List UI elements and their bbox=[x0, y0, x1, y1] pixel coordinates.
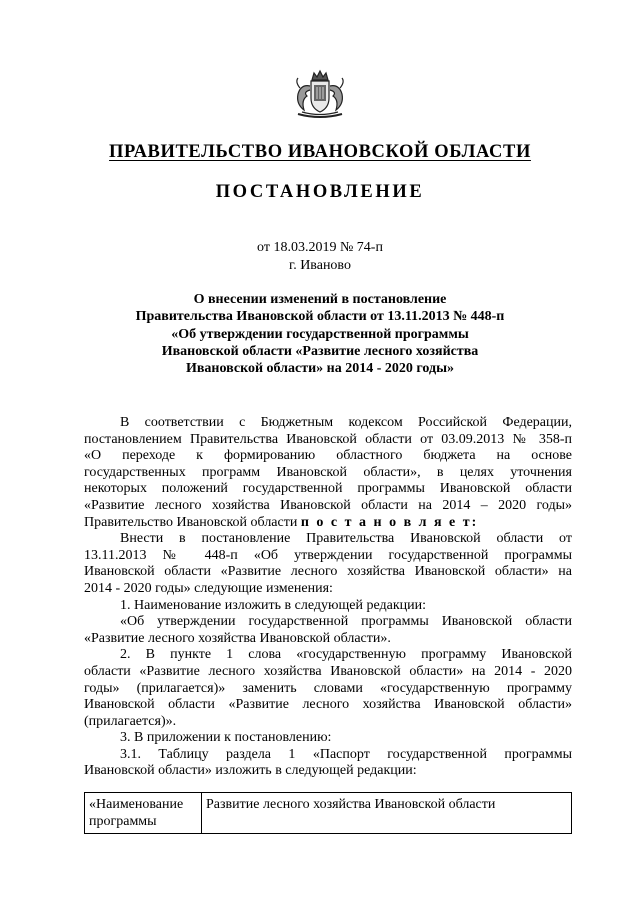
body-text: Правительство Ивановской области bbox=[84, 514, 298, 530]
body-line: государственных программ Ивановской области», в целях уточнения bbox=[84, 464, 572, 480]
table-cell-label: «Наименование программы bbox=[85, 793, 202, 834]
body-line: Ивановской области «Развитие лесного хозяйства Ивановской области» на bbox=[84, 564, 572, 580]
subject-line: «Об утверждении государственной программы bbox=[171, 326, 469, 342]
subject-line: О внесении изменений в постановление bbox=[193, 292, 447, 307]
body-line: «Об утверждении государственной программы Ивановской области bbox=[120, 614, 572, 630]
body-line: постановлением Правительства Ивановской области от 03.09.2013 № 358-п bbox=[84, 431, 572, 447]
body-line: 1. Наименование изложить в следующей редакции: bbox=[120, 597, 426, 613]
subject-line: Правительства Ивановской области от 13.11.2013 № 448-п bbox=[135, 309, 505, 325]
body-line: 13.11.2013 № 448-п «Об утверждении государственной программы bbox=[84, 547, 572, 563]
body-line: «Развитие лесного хозяйства Ивановской области». bbox=[84, 630, 391, 646]
table-row bbox=[85, 793, 572, 834]
body-line: Ивановской области «Развитие лесного хозяйства Ивановской области» bbox=[84, 697, 572, 713]
body-line: некоторых положений государственной программы Ивановской области bbox=[84, 481, 572, 497]
decree-word: п о с т а н о в л я е т: bbox=[300, 514, 479, 530]
subject-line: Ивановской области» на 2014 - 2020 годы» bbox=[185, 361, 455, 377]
document-subject bbox=[84, 291, 556, 377]
body-line: В соответствии с Бюджетным кодексом Российской Федерации, bbox=[120, 415, 572, 430]
body-line: «О переходе к формированию областного бюджета на основе bbox=[84, 448, 572, 464]
program-passport-table bbox=[84, 792, 572, 834]
body-line: 2014 - 2020 годы» следующие изменения: bbox=[84, 580, 333, 596]
government-title: ПРАВИТЕЛЬСТВО ИВАНОВСКОЙ ОБЛАСТИ bbox=[109, 142, 531, 162]
date-number: от 18.03.2019 № 74-п bbox=[257, 240, 383, 255]
body-line: 3. В приложении к постановлению: bbox=[120, 730, 332, 746]
document-body bbox=[84, 415, 572, 780]
body-line bbox=[84, 515, 572, 532]
body-line: области «Развитие лесного хозяйства Ивановской области» на 2014 - 2020 bbox=[84, 663, 572, 679]
table-cell-value: Развитие лесного хозяйства Ивановской области bbox=[202, 793, 572, 834]
document-type: ПОСТАНОВЛЕНИЕ bbox=[215, 182, 425, 202]
coat-of-arms-icon bbox=[292, 68, 348, 122]
subject-line: Ивановской области «Развитие лесного хозяйства bbox=[161, 343, 479, 359]
body-line: 2. В пункте 1 слова «государственную программу Ивановской bbox=[120, 647, 572, 663]
body-line: «Развитие лесного хозяйства Ивановской области на 2014 – 2020 годы» bbox=[84, 497, 572, 513]
body-line: 3.1. Таблицу раздела 1 «Паспорт государственной программы bbox=[120, 746, 572, 762]
body-line: Внести в постановление Правительства Ивановской области от bbox=[120, 531, 572, 547]
body-line: (прилагается)». bbox=[84, 713, 177, 729]
city: г. Иваново bbox=[289, 258, 351, 273]
body-line: Ивановской области» изложить в следующей редакции: bbox=[84, 763, 417, 779]
body-line: годы» (прилагается)» заменить словами «государственную программу bbox=[84, 680, 572, 696]
